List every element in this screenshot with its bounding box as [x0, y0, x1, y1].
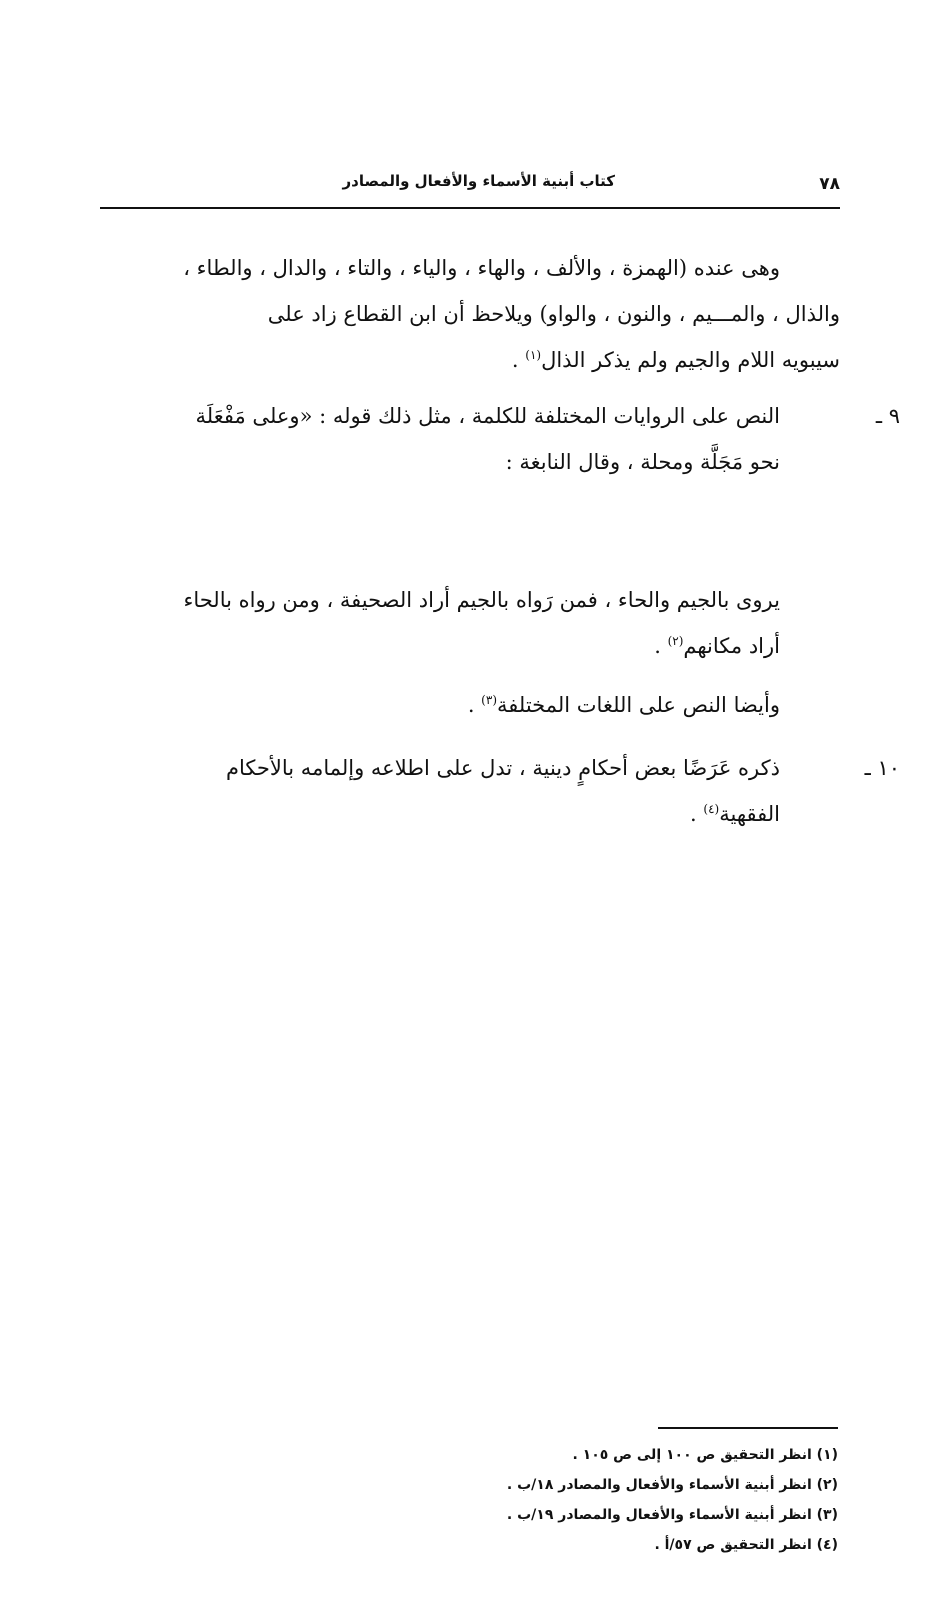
text-line: ١٠ ـذكره عَرَضًا بعض أحكامٍ دينية ، تدل على اطلاعه وإلمامه بالأحكام	[100, 745, 840, 791]
paragraph-dialects	[100, 682, 840, 728]
footnote-ref: (٤)	[703, 802, 720, 816]
footnote: (٣) انظر أبنية الأسماء والأفعال والمصادر ١٩/ب .	[506, 1507, 838, 1523]
paragraph-letters-list	[100, 245, 840, 383]
page-number: ٧٨	[819, 174, 840, 194]
footnote-ref: (٢)	[667, 634, 684, 648]
text-line: الفقهية$^{(٤)}$ .	[690, 802, 780, 826]
footnotes	[300, 1440, 838, 1560]
text-line: والذال ، والمـــيم ، والنون ، والواو) ويلاحظ أن ابن القطاع زاد على	[267, 302, 840, 326]
item-number: ٩ ـ	[875, 404, 900, 428]
footnote-divider	[658, 1427, 838, 1429]
text-line: ٩ ـالنص على الروايات المختلفة للكلمة ، مثل ذلك قوله : «وعلى مَفْعَلَة	[100, 393, 840, 439]
text-line: نحو مَجَلَّة ومحلة ، وقال النابغة :	[505, 450, 780, 474]
paragraph-variants	[100, 577, 840, 669]
header-divider	[100, 207, 840, 209]
text-line: يروى بالجيم والحاء ، فمن رَواه بالجيم أراد الصحيفة ، ومن رواه بالحاء	[183, 588, 780, 612]
text-line: وهى عنده (الهمزة ، والألف ، والهاء ، والياء ، والتاء ، والدال ، والطاء ،	[183, 256, 780, 280]
list-item-9	[100, 393, 900, 485]
list-item-10	[100, 745, 900, 837]
item-number: ١٠ ـ	[864, 756, 900, 780]
footnote: (٢) انظر أبنية الأسماء والأفعال والمصادر ١٨/ب .	[506, 1477, 838, 1493]
text-line: وأيضا النص على اللغات المختلفة$^{(٣)}$ .	[467, 693, 780, 717]
running-title: كتاب أبنية الأسماء والأفعال والمصادر	[342, 172, 615, 190]
text-line: أراد مكانهم$^{(٢)}$ .	[654, 634, 780, 658]
text-line: سيبويه اللام والجيم ولم يذكر الذال$^{(١)}$ .	[511, 348, 840, 372]
footnote-ref: (٣)	[481, 693, 497, 707]
footnote-ref: (١)	[525, 348, 542, 362]
running-header	[100, 170, 840, 206]
footnote: (١) انظر التحقيق ص ١٠٠ إلى ص ١٠٥ .	[572, 1447, 838, 1463]
footnote: (٤) انظر التحقيق ص ٥٧/أ .	[654, 1537, 838, 1553]
